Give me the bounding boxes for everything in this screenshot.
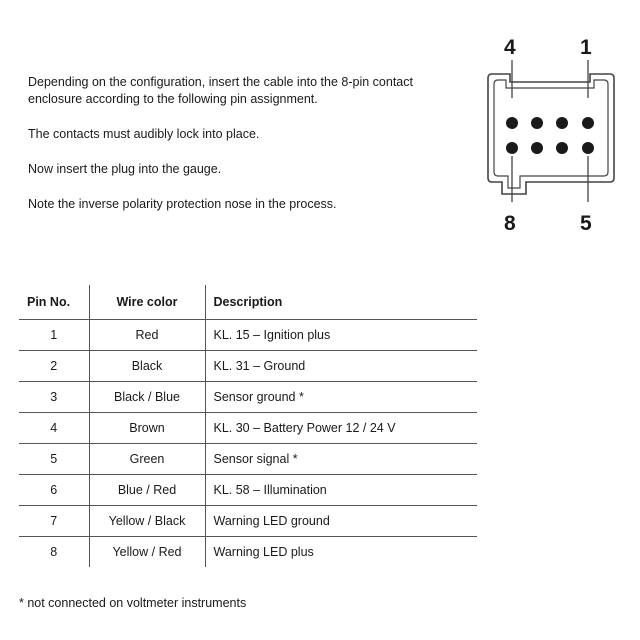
cell-description: KL. 30 – Battery Power 12 / 24 V — [205, 412, 477, 443]
cell-pin: 3 — [19, 381, 89, 412]
pin-4-dot — [506, 117, 518, 129]
instruction-polarity-nose: Note the inverse polarity protection nose in the process. — [28, 197, 337, 211]
cell-wire-color: Blue / Red — [89, 474, 205, 505]
table-row — [19, 412, 477, 443]
pin-6-dot — [556, 142, 568, 154]
cell-wire-color: Green — [89, 443, 205, 474]
cell-wire-color: Yellow / Black — [89, 505, 205, 536]
header-wire-color: Wire color — [89, 285, 205, 319]
cell-description: KL. 15 – Ignition plus — [205, 319, 477, 350]
connector-diagram — [480, 60, 622, 202]
table-row — [19, 505, 477, 536]
cell-pin: 1 — [19, 319, 89, 350]
cell-description: Warning LED ground — [205, 505, 477, 536]
cell-description: KL. 31 – Ground — [205, 350, 477, 381]
cell-pin: 2 — [19, 350, 89, 381]
cell-pin: 8 — [50, 544, 58, 559]
cell-wire-color: Brown — [89, 412, 205, 443]
cell-wire-color: Black — [89, 350, 205, 381]
pin-1-dot — [582, 117, 594, 129]
cell-pin: 5 — [19, 443, 89, 474]
pin-assignment-table — [19, 285, 477, 567]
instruction-configuration: Depending on the configuration, insert the cable into the 8-pin contact enclosure according to the following pin assignment. — [28, 75, 413, 106]
footnote: * not connected on voltmeter instruments — [19, 596, 247, 610]
cell-wire-color: Yellow / Red — [89, 536, 205, 567]
cell-description: KL. 58 – Illumination — [205, 474, 477, 505]
cell-wire-color: Red — [89, 319, 205, 350]
connector-label-pin-5: 5 — [580, 212, 592, 235]
connector-label-pin-4: 4 — [504, 36, 516, 59]
cell-pin: 7 — [19, 505, 89, 536]
table-row — [19, 381, 477, 412]
cell-description: Sensor ground * — [205, 381, 477, 412]
table-row — [19, 319, 477, 350]
pin-5-dot — [582, 142, 594, 154]
pin-2-dot — [556, 117, 568, 129]
pin-3-dot — [531, 117, 543, 129]
cell-pin: 4 — [19, 412, 89, 443]
cell-pin: 6 — [19, 474, 89, 505]
connector-label-pin-8: 8 — [504, 212, 516, 235]
pin-7-dot — [531, 142, 543, 154]
connector-label-pin-1: 1 — [580, 36, 592, 59]
table-row — [19, 474, 477, 505]
connector-housing-inner — [494, 80, 608, 188]
table-row — [19, 443, 477, 474]
table-row — [19, 350, 477, 381]
table-row — [19, 536, 477, 567]
instruction-insert-plug: Now insert the plug into the gauge. — [28, 162, 222, 176]
cell-wire-color: Black / Blue — [89, 381, 205, 412]
cell-description: Sensor signal * — [205, 443, 477, 474]
instruction-lock: The contacts must audibly lock into place. — [28, 127, 260, 141]
header-description: Description — [205, 285, 477, 319]
header-pin-no: Pin No. — [19, 285, 89, 319]
pin-8-dot — [506, 142, 518, 154]
table-header-row — [19, 285, 477, 319]
cell-description: Warning LED plus — [213, 544, 314, 559]
